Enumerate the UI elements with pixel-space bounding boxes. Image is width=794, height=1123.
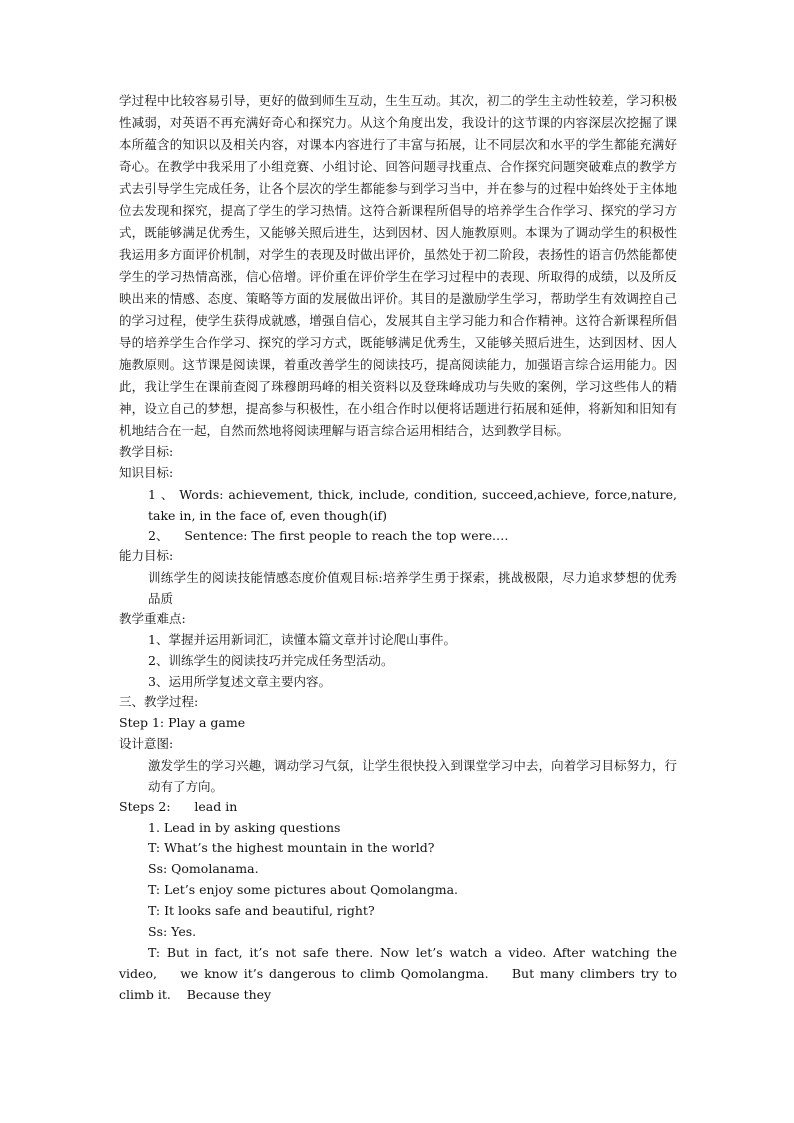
teaching-goals-heading: 教学目标: (119, 444, 174, 459)
ability-goals-text: 训练学生的阅读技能情感态度价值观目标:培养学生勇于探索，挑战极限，尽力追求梦想的优秀品质 (148, 570, 677, 607)
step1-title: Step 1: Play a game (119, 715, 246, 731)
dialogue-line: T: It looks safe and beautiful, right? (148, 902, 375, 918)
ability-goals-heading: 能力目标: (119, 548, 174, 564)
knowledge-goals-heading: 知识目标: (119, 464, 174, 480)
key-point-item: 1、掌握并运用新词汇，读懂本篇文章并讨论爬山事件。 (148, 631, 456, 647)
document-page (119, 90, 681, 1005)
process-heading: 三、教学过程: (119, 694, 199, 710)
dialogue-line: T: Let’s enjoy some pictures about Qomolangma. (148, 881, 459, 897)
intro-paragraph: 学过程中比较容易引导，更好的做到师生互动，生生互动。其次，初二的学生主动性较差，学习积极性减弱，对英语不再充满好奇心和探究力。从这个角度出发，我设计的这节课的内容深层次挖掘了课本所蕴含的知识以及相关内容，对课本内容进行了丰富与拓展，让不同层次和水平的学生都能充满好奇心。在教学中我采用了小组竞赛、小组讨论、回答问题寻找重点、合作探究问题突破难点的教学方式去引导学生完成任务，让各个层次的学生都能参与到学习当中，并在参与的过程中始终处于主体地位去发现和探究，提高了学生的学习热情。这符合新课程所倡导的培养学生合作学习、探究的学习方式，既能够满足优秀生，又能够关照后进生，达到因材、因人施教原则。本课为了调动学生的积极性我运用多方面评价机制，对学生的表现及时做出评价，虽然处于初二阶段，表扬性的语言仍然能都使学生的学习热情高涨，信心倍增。评价重在评价学生在学习过程中的表现、所取得的成绩，以及所反映出来的情感、态度、策略等方面的发展做出评价。其目的是激励学生学习，帮助学生有效调控自己的学习过程，使学生获得成就感，增强自信心，发展其自主学习能力和合作精神。这符合新课程所倡导的培养学生合作学习、探究的学习方式，既能够满足优秀生，又能够关照后进生，达到因材、因人施教原则。这节课是阅读课，着重改善学生的阅读技巧，提高阅读能力，加强语言综合运用能力。因此，我让学生在课前查阅了珠穆朗玛峰的相关资料以及登珠峰成功与失败的案例，学习这些伟人的精神，设立自己的梦想，提高参与积极性，在小组合作时以便将话题进行拓展和延伸，将新知和旧知有机地结合在一起，自然而然地将阅读理解与语言综合运用相结合，达到教学目标。 (119, 93, 677, 438)
final-paragraph: T: But in fact, it’s not safe there. Now let’s watch a video. After watching the video, we know it’s dangerous to climb Qomolangma. But many climbers try to climb it. Because they (119, 945, 681, 1003)
step2-title: Steps 2: lead in (119, 798, 238, 814)
knowledge-item-words: 1 、 Words: achievement, thick, include, condition, succeed,achieve, force,nature, take in, in the face of, even though(if) (148, 486, 677, 523)
key-points-heading: 教学重难点: (119, 611, 186, 627)
design-intent-heading: 设计意图: (119, 735, 174, 751)
design-intent-text: 激发学生的学习兴趣，调动学习气氛，让学生很快投入到课堂学习中去，向着学习目标努力，行动有了方向。 (148, 757, 677, 794)
dialogue-line: T: What’s the highest mountain in the world? (148, 840, 435, 856)
dialogue-line: Ss: Yes. (148, 923, 197, 939)
key-point-item: 2、训练学生的阅读技巧并完成任务型活动。 (148, 652, 394, 668)
key-point-item: 3、运用所学复述文章主要内容。 (148, 673, 331, 689)
dialogue-line: Ss: Qomolanama. (148, 861, 259, 877)
knowledge-item-sentence: 2、 Sentence: The first people to reach the top were.… (148, 527, 509, 543)
dialogue-line: 1. Lead in by asking questions (148, 819, 341, 835)
